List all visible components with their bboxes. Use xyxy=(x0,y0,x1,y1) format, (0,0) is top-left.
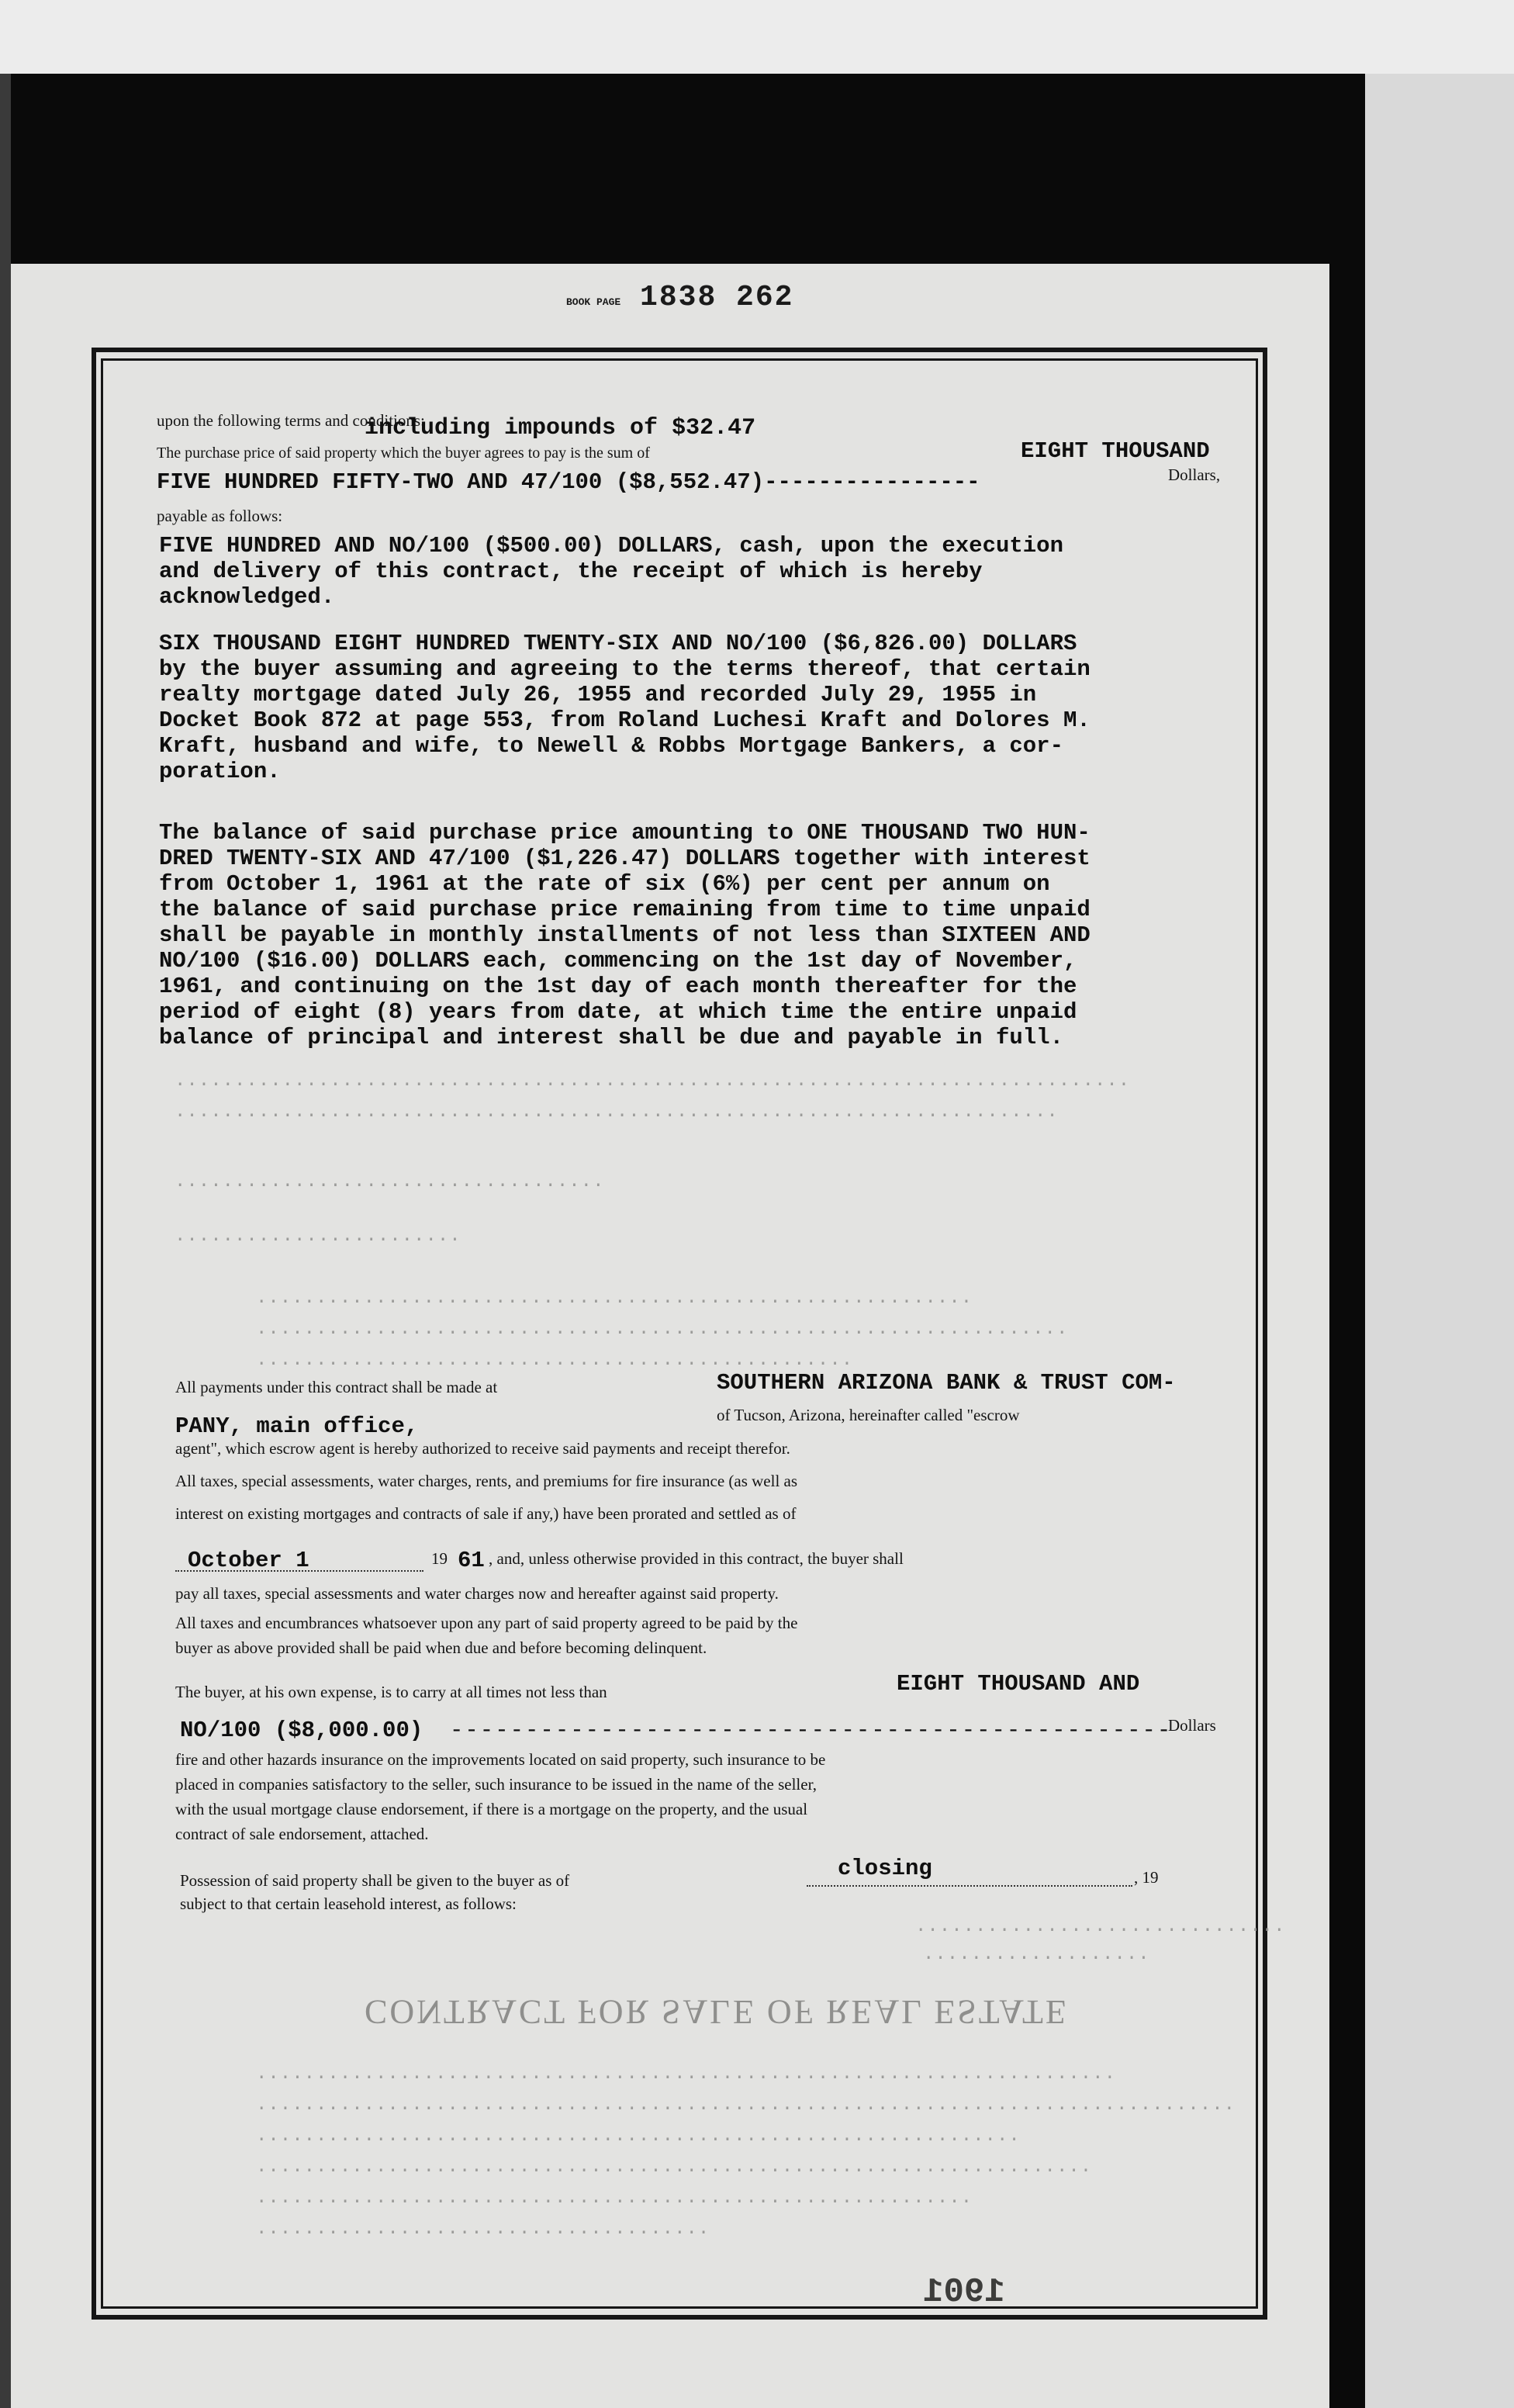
para3-line-7: 1961, and continuing on the 1st day of each month thereafter for the xyxy=(159,974,1077,999)
bleed-through-line: .................................................. xyxy=(256,1350,854,1371)
terms-intro: upon the following terms and conditions: xyxy=(157,411,425,430)
para3-line-8: period of eight (8) years from date, at which time the entire unpaid xyxy=(159,999,1077,1025)
taxes-line-3: , and, unless otherwise provided in this contract, the buyer shall xyxy=(489,1549,904,1568)
book-page-label: BOOK PAGE xyxy=(566,296,621,308)
para3-line-5: shall be payable in monthly installments of not less than SIXTEEN AND xyxy=(159,922,1091,948)
para2-line-1: SIX THOUSAND EIGHT HUNDRED TWENTY-SIX AND NO/100 ($6,826.00) DOLLARS xyxy=(159,631,1077,656)
taxes-line-4: pay all taxes, special assessments and water charges now and hereafter against said property. xyxy=(175,1584,779,1603)
proration-year: 61 xyxy=(458,1548,485,1573)
insurance-line-1: fire and other hazards insurance on the improvements located on said property, such insurance to be xyxy=(175,1750,826,1769)
impounds-insert: including impounds of $32.47 xyxy=(365,415,756,441)
purchase-price-label: The purchase price of said property which the buyer agrees to pay is the sum of xyxy=(157,445,650,462)
encumbrances-line-1: All taxes and encumbrances whatsoever upon any part of said property agreed to be paid by the xyxy=(175,1614,798,1632)
encumbrances-line-2: buyer as above provided shall be paid when due and before becoming delinquent. xyxy=(175,1638,707,1657)
bank-name-1: SOUTHERN ARIZONA BANK & TRUST COM- xyxy=(717,1370,1176,1396)
purchase-price-dollars-label: Dollars, xyxy=(1168,465,1221,484)
para2-line-4: Docket Book 872 at page 553, from Roland Luchesi Kraft and Dolores M. xyxy=(159,708,1091,733)
bleed-through-line: ........................ xyxy=(175,1226,461,1247)
insurance-dollars-label: Dollars xyxy=(1168,1716,1216,1735)
bleed-through-line: ...................................... xyxy=(256,2219,710,2240)
book-page-stamp xyxy=(566,281,845,324)
bleed-through-line: .................................... xyxy=(175,1171,605,1192)
bleed-through-line: ............................... xyxy=(915,1916,1286,1937)
insurance-amount-dashes: ------------------------------------------------ xyxy=(450,1718,1173,1743)
bleed-through-line: ................... xyxy=(923,1944,1150,1965)
bleed-through-line: ............................................................ xyxy=(256,1288,973,1309)
insurance-amount-1: EIGHT THOUSAND AND xyxy=(897,1671,1140,1697)
of-tucson-text: of Tucson, Arizona, hereinafter called "escrow xyxy=(717,1406,1020,1424)
insurance-line-2: placed in companies satisfactory to the seller, such insurance to be issued in the name of the seller, xyxy=(175,1775,817,1794)
proration-date-leader xyxy=(175,1570,423,1572)
para3-line-9: balance of principal and interest shall be due and payable in full. xyxy=(159,1025,1063,1050)
para2-line-2: by the buyer assuming and agreeing to the terms thereof, that certain xyxy=(159,656,1091,682)
possession-label: Possession of said property shall be given to the buyer as of xyxy=(180,1871,570,1890)
taxes-line-2: interest on existing mortgages and contracts of sale if any,) have been prorated and settled as of xyxy=(175,1504,797,1523)
bleed-through-line: .................................................................... xyxy=(256,1319,1069,1340)
bank-name-2: PANY, main office, xyxy=(175,1413,419,1439)
bleed-through-line: .......................................................................... xyxy=(175,1102,1059,1123)
year-prefix: 19 xyxy=(431,1549,448,1568)
possession-date: closing xyxy=(838,1856,932,1881)
para3-line-3: from October 1, 1961 at the rate of six (6%) per cent per annum on xyxy=(159,871,1050,897)
para2-line-5: Kraft, husband and wife, to Newell & Robbs Mortgage Bankers, a cor- xyxy=(159,733,1063,759)
scan-top-margin xyxy=(0,0,1514,74)
para2-line-6: poration. xyxy=(159,759,281,784)
bleed-through-line: .................................................................................. xyxy=(256,2095,1236,2116)
scan-right-margin xyxy=(1365,74,1514,2408)
subject-to-leasehold: subject to that certain leasehold interest, as follows: xyxy=(180,1894,517,1913)
para1-line-3: acknowledged. xyxy=(159,584,335,610)
book-page-number: 1838 262 xyxy=(640,281,794,314)
proration-date: October 1 xyxy=(188,1548,309,1573)
para3-line-6: NO/100 ($16.00) DOLLARS each, commencing on the 1st day of November, xyxy=(159,948,1077,974)
purchase-price-words-1: EIGHT THOUSAND xyxy=(1021,438,1210,464)
insurance-carry-label: The buyer, at his own expense, is to carry at all times not less than xyxy=(175,1683,607,1701)
purchase-price-words-2: FIVE HUNDRED FIFTY-TWO AND 47/100 ($8,552.47)---------------- xyxy=(157,469,980,495)
possession-year-suffix: , 19 xyxy=(1134,1868,1159,1887)
bleed-through-line: ............................................................ xyxy=(256,2188,973,2209)
para3-line-4: the balance of said purchase price remaining from time to time unpaid xyxy=(159,897,1091,922)
insurance-amount-2: NO/100 ($8,000.00) xyxy=(180,1718,423,1743)
para3-line-2: DRED TWENTY-SIX AND 47/100 ($1,226.47) DOLLARS together with interest xyxy=(159,846,1091,871)
bleed-through-line: ................................................................................ xyxy=(175,1071,1131,1092)
bleed-through-heading: CONTRACT FOR SALE OF REAL ESTATE xyxy=(365,1993,1069,2031)
bleed-through-line: ...................................................................... xyxy=(256,2157,1093,2178)
possession-date-leader xyxy=(807,1885,1132,1887)
scan-left-edge xyxy=(0,74,11,2408)
taxes-line-1: All taxes, special assessments, water charges, rents, and premiums for fire insurance (as well as xyxy=(175,1472,798,1490)
payable-label: payable as follows: xyxy=(157,507,283,525)
insurance-line-3: with the usual mortgage clause endorsement, if there is a mortgage on the property, and the usual xyxy=(175,1800,808,1818)
para1-line-1: FIVE HUNDRED AND NO/100 ($500.00) DOLLARS, cash, upon the execution xyxy=(159,533,1063,559)
para3-line-1: The balance of said purchase price amounting to ONE THOUSAND TWO HUN- xyxy=(159,820,1091,846)
bleed-through-line: ................................................................ xyxy=(256,2126,1021,2147)
insurance-line-4: contract of sale endorsement, attached. xyxy=(175,1825,429,1843)
escrow-agent-text: agent", which escrow agent is hereby authorized to receive said payments and receipt therefor. xyxy=(175,1439,790,1458)
payments-made-at-label: All payments under this contract shall be made at xyxy=(175,1378,498,1396)
para1-line-2: and delivery of this contract, the receipt of which is hereby xyxy=(159,559,983,584)
bleed-through-number: 1901 xyxy=(923,2273,1005,2312)
para2-line-3: realty mortgage dated July 26, 1955 and recorded July 29, 1955 in xyxy=(159,682,1037,708)
bleed-through-line: ........................................................................ xyxy=(256,2064,1116,2085)
